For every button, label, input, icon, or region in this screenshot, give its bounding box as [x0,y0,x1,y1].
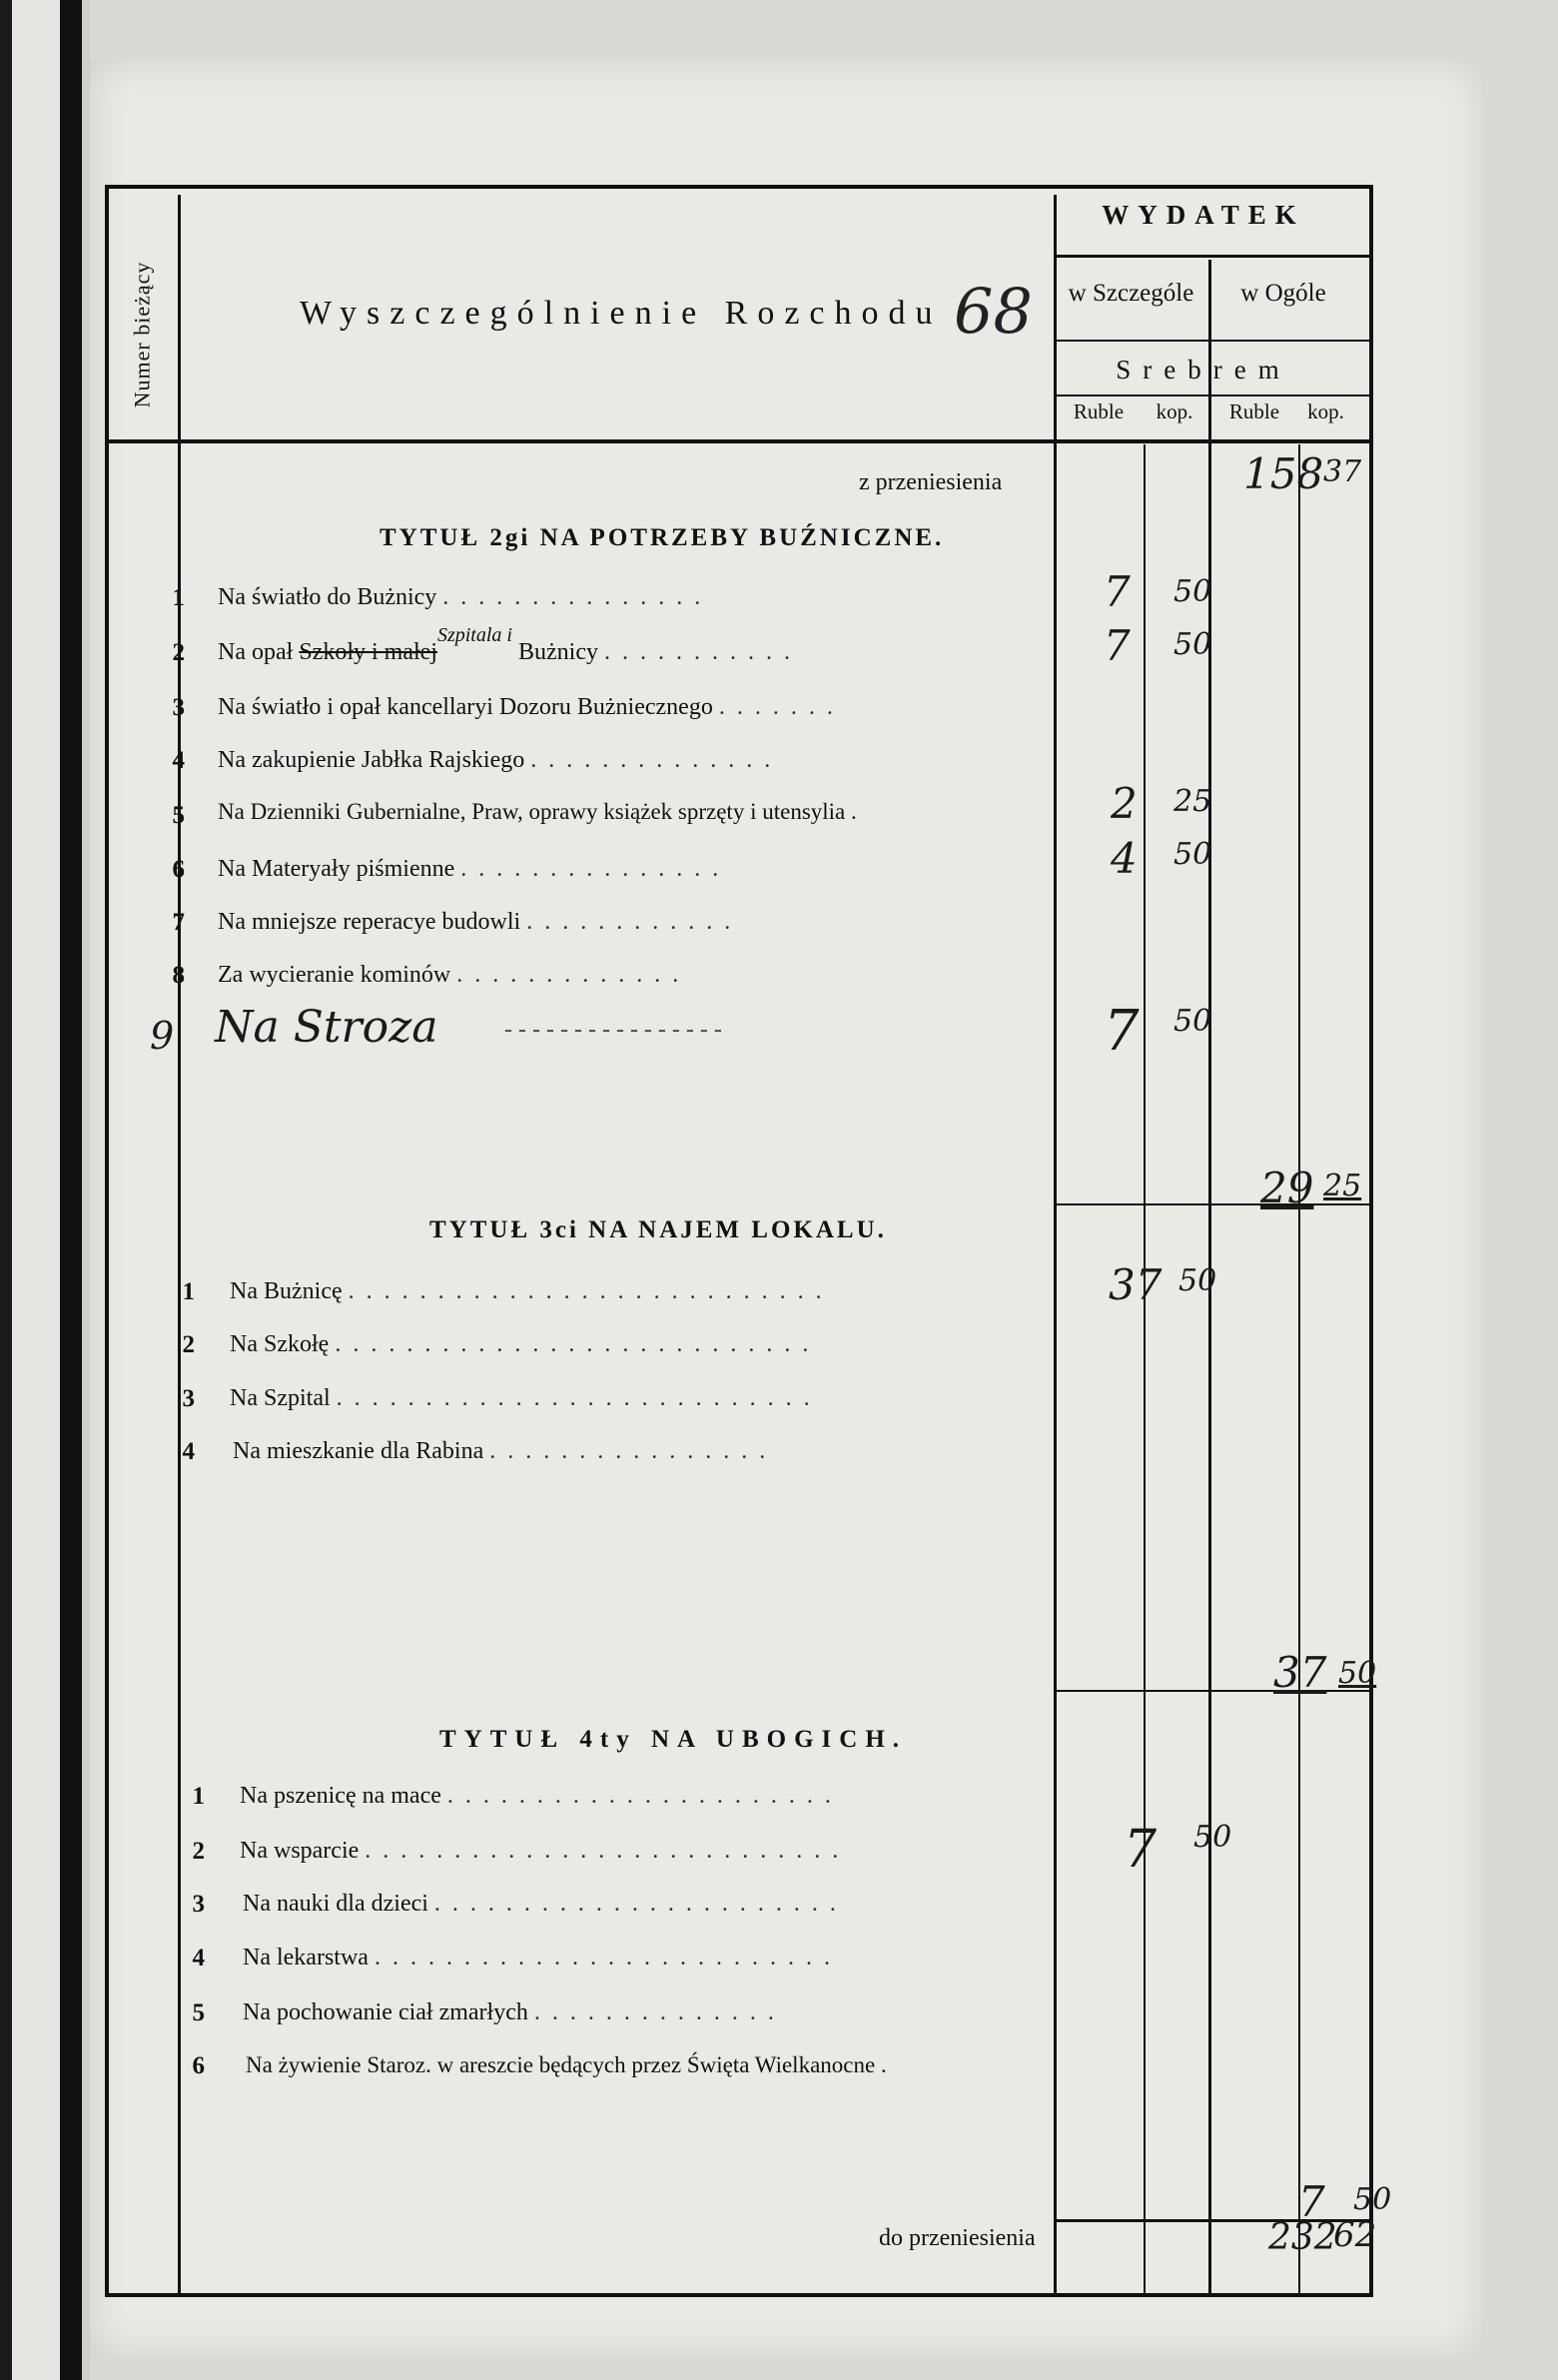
amount-ruble: 37 [1109,1260,1163,1309]
section-title: TYTUŁ 2gi NA POTRZEBY BUŹNICZNE. [380,524,945,551]
szcz-kop-rule [1144,444,1146,2297]
row-number: 5 [172,802,185,829]
row-number: 6 [192,2052,205,2079]
row-number: 3 [192,1891,205,1918]
srebrem-rule [1054,340,1369,342]
w-ogole-header: w Ogóle [1240,280,1326,307]
section-total-ruble: 29 [1260,1164,1314,1212]
row-text: Na opał Szkoły i małej$^{Szpitala i}$ Bużnicy ........... [218,624,802,665]
kop-subheader: kop. [1156,399,1193,423]
amount-kop: 50 [1173,627,1212,662]
w-szczegole-header: w Szczególe [1068,280,1194,307]
row-text: Na Materyały piśmienne ............... [218,856,731,882]
section-total-ruble: 37 [1273,1648,1327,1697]
amount-ruble: 7 [1104,621,1131,670]
carry-in-label: z przeniesienia [859,469,1003,495]
amount-ruble: 2 [1111,779,1138,828]
row-number: 4 [172,747,185,774]
amount-column-rule [1054,195,1057,2297]
row-text: Na Dzienniki Gubernialne, Praw, oprawy książek sprzęty i utensylia . [218,799,857,824]
row-number: 4 [182,1438,195,1465]
row-text: Na wsparcie ........................... [240,1838,851,1864]
carry-in-kop: 37 [1323,454,1362,489]
row-number: 8 [172,962,185,989]
left-page-edge [0,0,90,2380]
row-number: 2 [192,1838,205,1865]
carry-out-kop: 62 [1333,2215,1377,2255]
row-text: Na nauki dla dzieci ....................... [243,1891,848,1917]
row-text: Na Szpital ........................... [230,1385,822,1411]
carry-out-label: do przeniesienia [879,2225,1036,2251]
ruble-subheader: Ruble [1073,399,1125,423]
row-text: Na pszenicę na mace ...................... [240,1783,843,1809]
amount-kop: 50 [1173,1004,1212,1039]
row-text: Na Szkołę ........................... [230,1331,821,1357]
row-number: 1 [172,584,185,611]
row-number: 4 [192,1945,205,1972]
row-text: Na światło do Bużnicy ............... [218,584,713,610]
amount-kop: 25 [1173,784,1212,819]
amount-kop: 50 [1173,837,1212,872]
carry-in-ruble: 158 [1243,449,1324,498]
header-bottom-rule [109,439,1369,443]
row-number: 7 [172,909,185,936]
carry-out-ruble: 232 [1268,2217,1337,2258]
row-text: Na światło i opał kancellaryi Dozoru Bużniecznego ....... [218,694,845,720]
struck-text: Szkoły i małej [299,639,437,665]
handwritten-page-number: 68 [954,275,1033,348]
row-text: Na lekarstwa .......................... [243,1945,842,1971]
row-text: Na zakupienie Jabłka Rajskiego .............. [218,747,783,773]
row-text: Na mieszkanie dla Rabina ................ [233,1438,778,1464]
wydatek-header: WYDATEK [1102,200,1305,230]
amount-kop: 50 [1173,574,1212,609]
numer-biezacy-header: Numer bieżący [129,261,155,408]
subhead-rule [1054,395,1369,397]
row-number: 3 [172,694,185,721]
num-column-rule [178,195,181,2297]
section2-total-rule [1054,1203,1369,1205]
section-total-kop: 50 [1353,2182,1392,2217]
row-number: 3 [182,1385,195,1412]
row-number: 1 [192,1783,205,1810]
amount-ruble: 7 [1104,567,1131,616]
srebrem-header: Srebrem [1116,355,1291,385]
section-title: TYTUŁ 4ty NA UBOGICH. [439,1726,908,1753]
amount-kop: 50 [1178,1263,1217,1298]
ogol-kop-rule [1298,444,1300,2297]
dash-leader: - - - - - - - - - - - - - - - - [504,1017,722,1043]
ruble-subheader: Ruble [1228,399,1280,423]
row-number: 5 [192,1999,205,2026]
amount-ruble: 7 [1104,999,1140,1064]
row-number: 2 [172,639,185,666]
row-text: Na Bużnicę ........................... [230,1278,834,1304]
section-total-kop: 25 [1323,1169,1362,1203]
section-total-kop: 50 [1338,1656,1377,1691]
amount-ruble: 4 [1111,834,1138,883]
amount-ruble: 7 [1124,1820,1158,1880]
row-text: Na pochowanie ciał zmarłych .............. [243,1999,786,2025]
amount-kop: 50 [1193,1820,1232,1855]
kop-subheader: kop. [1307,399,1344,423]
page-title: Wyszczególnienie Rozchodu [300,295,943,332]
row-number: 2 [182,1331,195,1358]
row-number: 1 [182,1278,195,1305]
row-text: Na mniejsze reperacye budowli ............ [218,909,743,935]
inserted-text: Szpitala i [436,624,512,646]
row-number: 9 [150,1014,175,1058]
handwritten-row-text: Na Stroza [215,1002,438,1053]
wydatek-rule [1054,255,1369,258]
row-text: Na żywienie Staroz. w areszcie będących przez Święta Wielkanocne . [246,2052,887,2077]
section-title: TYTUŁ 3ci NA NAJEM LOKALU. [429,1216,887,1243]
section-total-ruble: 7 [1298,2177,1325,2226]
row-number: 6 [172,856,185,883]
row-text: Za wycieranie kominów ............. [218,962,691,988]
